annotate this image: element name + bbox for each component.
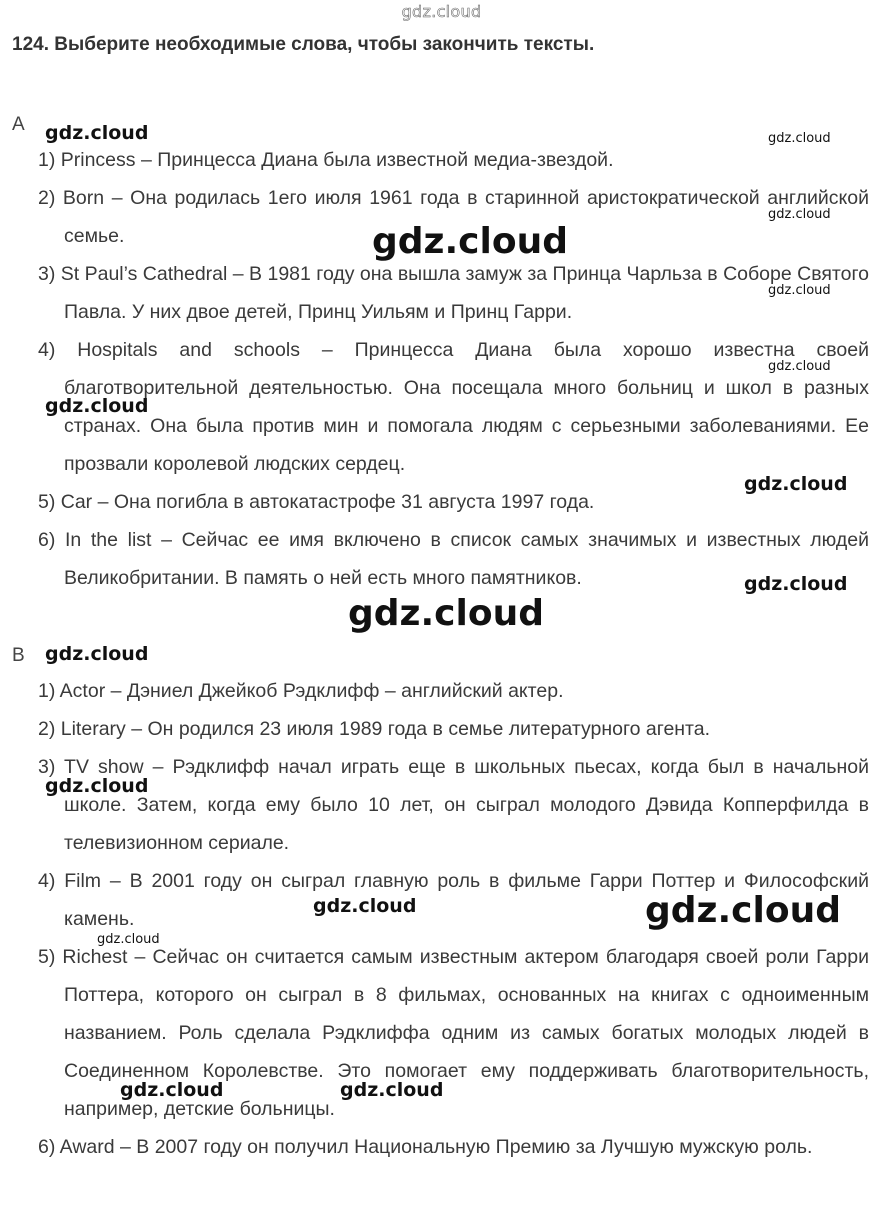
- watermark: gdz.cloud: [120, 1079, 224, 1101]
- watermark: gdz.cloud: [768, 283, 831, 298]
- list-item: 4) Film – В 2001 году он сыграл главную роль в фильме Гарри Поттер и Философский камень.: [38, 870, 869, 930]
- watermark: gdz.cloud: [768, 131, 831, 146]
- list-item: 3) St Paul’s Cathedral – В 1981 году она вышла замуж за Принца Чарльза в Соборе Святого Павла. У них двое детей, Принц Уильям и Принц Гарри.: [38, 263, 869, 323]
- list-item: 6) In the list – Сейчас ее имя включено в список самых значимых и известных людей Великобритании. В память о ней есть много памятников.: [38, 529, 869, 589]
- watermark: gdz.cloud: [768, 359, 831, 374]
- watermark: gdz.cloud: [768, 207, 831, 222]
- list-item: 6) Award – В 2007 году он получил Национальную Премию за Лучшую мужскую роль.: [38, 1136, 813, 1158]
- site-watermark-top: gdz.cloud: [401, 2, 482, 21]
- watermark: gdz.cloud: [45, 643, 149, 665]
- watermark: gdz.cloud: [744, 473, 848, 495]
- watermark: gdz.cloud: [348, 593, 544, 634]
- list-item: 4) Hospitals and schools – Принцесса Диана была хорошо известна своей благотворительной деятельностью. Она посещала много больниц и школ в разных странах. Она была против мин и помогала людям с серьезными заболеваниями. Ее прозвали королевой людских сердец.: [38, 339, 869, 475]
- watermark: gdz.cloud: [372, 221, 568, 262]
- list-item: 1) Princess – Принцесса Диана была известной медиа-звездой.: [38, 149, 614, 171]
- section-a-letter: A: [12, 114, 25, 135]
- watermark: gdz.cloud: [744, 573, 848, 595]
- section-b-letter: B: [12, 645, 25, 666]
- watermark: gdz.cloud: [45, 395, 149, 417]
- watermark: gdz.cloud: [45, 122, 149, 144]
- section-a-list: [38, 141, 869, 597]
- watermark: gdz.cloud: [45, 775, 149, 797]
- list-item: 1) Actor – Дэниел Джейкоб Рэдклифф – английский актер.: [38, 680, 564, 702]
- watermark: gdz.cloud: [340, 1079, 444, 1101]
- list-item: 5) Richest – Сейчас он считается самым известным актером благодаря своей роли Гарри Поттера, которого он сыграл в 8 фильмах, основанных на книгах с одноименным названием. Роль сделала Рэдклиффа одним из самых богатых молодых людей в Соединенном Королевстве. Это помогает ему поддерживать благотворительность, например, детские больницы.: [38, 946, 869, 1120]
- list-item: 2) Born – Она родилась 1его июля 1961 года в старинной аристократической английской семье.: [38, 187, 869, 247]
- watermark: gdz.cloud: [313, 895, 417, 917]
- watermark: gdz.cloud: [645, 890, 841, 931]
- watermark: gdz.cloud: [97, 932, 160, 947]
- list-item: 2) Literary – Он родился 23 июля 1989 года в семье литературного агента.: [38, 718, 711, 740]
- list-item: 3) TV show – Рэдклифф начал играть еще в школьных пьесах, когда был в начальной школе. Затем, когда ему было 10 лет, он сыграл молодого Дэвида Копперфилда в телевизионном сериале.: [38, 756, 869, 854]
- exercise-title: 124. Выберите необходимые слова, чтобы закончить тексты.: [12, 34, 595, 55]
- list-item: 5) Car – Она погибла в автокатастрофе 31 августа 1997 года.: [38, 491, 595, 513]
